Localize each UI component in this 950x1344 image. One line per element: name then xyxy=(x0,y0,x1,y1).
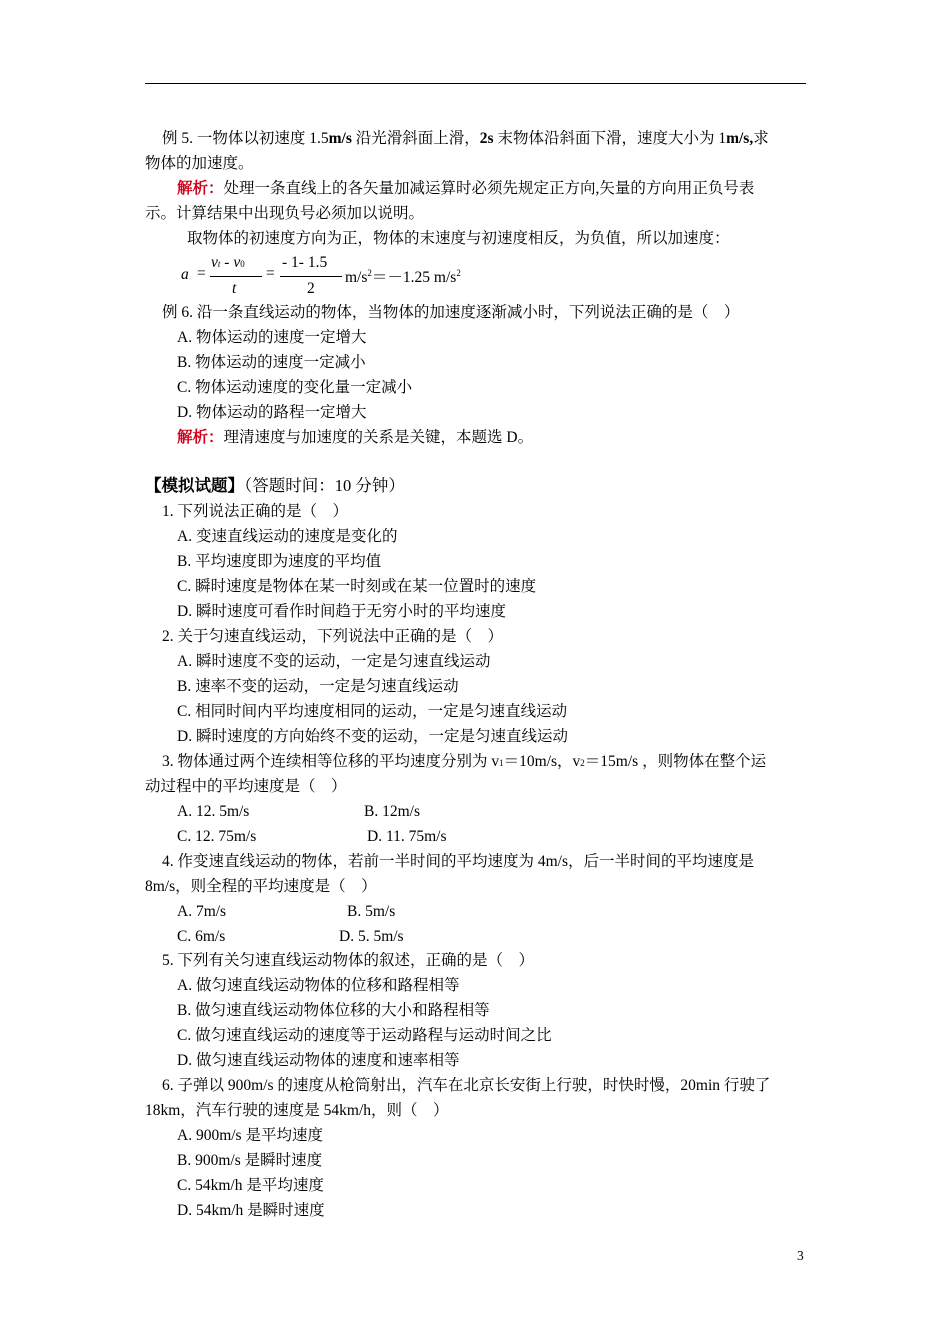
section-title: 【模拟试题】 xyxy=(145,476,244,495)
ex6-option-a: A. 物体运动的速度一定增大 xyxy=(177,329,367,346)
q1-option-a: A. 变速直线运动的速度是变化的 xyxy=(177,528,398,545)
q6-option-d: D. 54km/h 是瞬时速度 xyxy=(177,1202,325,1219)
formula-numerator-1: vt - v0 xyxy=(211,254,245,271)
q3-option-b: B. 12m/s xyxy=(364,803,420,820)
q2-option-b: B. 速率不变的运动，一定是匀速直线运动 xyxy=(177,678,459,695)
q3-option-a: A. 12. 5m/s xyxy=(177,803,250,820)
analysis-label: 解析： xyxy=(177,429,224,446)
q2-option-d: D. 瞬时速度的方向始终不变的运动，一定是匀速直线运动 xyxy=(177,728,568,745)
fraction-bar-1 xyxy=(210,276,262,277)
q3-stem-line2: 动过程中的平均速度是（ ） xyxy=(145,778,347,795)
ex6-option-b: B. 物体运动的速度一定减小 xyxy=(177,354,366,371)
q6-stem-line2: 18km，汽车行驶的速度是 54km/h，则（ ） xyxy=(145,1102,449,1119)
header-rule xyxy=(145,83,806,84)
q3-stem-line1: 3. 物体通过两个连续相等位移的平均速度分别为 v1＝10m/s，v2＝15m/s ，则物体在整个运 xyxy=(162,753,767,770)
q2-stem: 2. 关于匀速直线运动，下列说法中正确的是（ ） xyxy=(162,628,504,645)
q4-option-b: B. 5m/s xyxy=(347,903,396,920)
q4-option-d: D. 5. 5m/s xyxy=(339,928,404,945)
q2-option-c: C. 相同时间内平均速度相同的运动，一定是匀速直线运动 xyxy=(177,703,568,720)
ex5-line3: 取物体的初速度方向为正，物体的末速度与初速度相反，为负值，所以加速度： xyxy=(187,230,730,247)
q5-option-b: B. 做匀速直线运动物体位移的大小和路程相等 xyxy=(177,1002,490,1019)
ex5-line2: 物体的加速度。 xyxy=(145,155,254,172)
q1-option-b: B. 平均速度即为速度的平均值 xyxy=(177,553,382,570)
q4-option-a: A. 7m/s xyxy=(177,903,227,920)
ex6-stem: 例 6. 沿一条直线运动的物体，当物体的加速度逐渐减小时，下列说法正确的是（ ） xyxy=(162,304,740,321)
section-heading xyxy=(145,476,405,496)
section-subtitle: （答题时间：10 分钟） xyxy=(244,476,405,495)
q1-stem: 1. 下列说法正确的是（ ） xyxy=(162,503,349,520)
q5-stem: 5. 下列有关匀速直线运动物体的叙述，正确的是（ ） xyxy=(162,952,535,969)
page-number: 3 xyxy=(797,1248,804,1263)
formula-result: $m/s^2=-1.25$ $m/s^2$ xyxy=(345,267,461,286)
q6-stem-line1: 6. 子弹以 900m/s 的速度从枪筒射出，汽车在北京长安街上行驶，时快时慢，20min 行驶了 xyxy=(162,1077,771,1094)
fraction-bar-2 xyxy=(280,276,342,277)
q1-option-c: C. 瞬时速度是物体在某一时刻或在某一位置时的速度 xyxy=(177,578,537,595)
q4-option-c: C. 6m/s xyxy=(177,928,226,945)
q3-option-c: C. 12. 75m/s xyxy=(177,828,257,845)
q4-stem-line1: 4. 作变速直线运动的物体，若前一半时间的平均速度为 4m/s，后一半时间的平均速度是 xyxy=(162,853,755,870)
ex6-option-c: C. 物体运动速度的变化量一定减小 xyxy=(177,379,413,396)
q5-option-d: D. 做匀速直线运动物体的速度和速率相等 xyxy=(177,1052,460,1069)
q6-option-c: C. 54km/h 是平均速度 xyxy=(177,1177,324,1194)
ex5-analysis-line2: 示。计算结果中出现负号必须加以说明。 xyxy=(145,205,425,222)
ex5-line1: 例 5. 一物体以初速度 1.5m/s 沿光滑斜面上滑，2s 末物体沿斜面下滑，速度大小为 1m/s,求 xyxy=(162,130,769,147)
ex6-analysis: 解析：理清速度与加速度的关系是关键，本题选 D。 xyxy=(177,429,534,446)
formula-numerator-2: - 1- 1.5 xyxy=(282,254,328,271)
q5-option-a: A. 做匀速直线运动物体的位移和路程相等 xyxy=(177,977,460,994)
q6-option-a: A. 900m/s 是平均速度 xyxy=(177,1127,323,1144)
q5-option-c: C. 做匀速直线运动的速度等于运动路程与运动时间之比 xyxy=(177,1027,552,1044)
analysis-label: 解析： xyxy=(177,180,224,197)
q3-option-d: D. 11. 75m/s xyxy=(367,828,447,845)
ex5-analysis-line1: 解析：处理一条直线上的各矢量加减运算时必须先规定正方向,矢量的方向用正负号表 xyxy=(177,180,755,197)
ex6-option-d: D. 物体运动的路程一定增大 xyxy=(177,404,367,421)
q6-option-b: B. 900m/s 是瞬时速度 xyxy=(177,1152,323,1169)
q4-stem-line2: 8m/s，则全程的平均速度是（ ） xyxy=(145,878,377,895)
q2-option-a: A. 瞬时速度不变的运动，一定是匀速直线运动 xyxy=(177,653,491,670)
q1-option-d: D. 瞬时速度可看作时间趋于无穷小时的平均速度 xyxy=(177,603,506,620)
